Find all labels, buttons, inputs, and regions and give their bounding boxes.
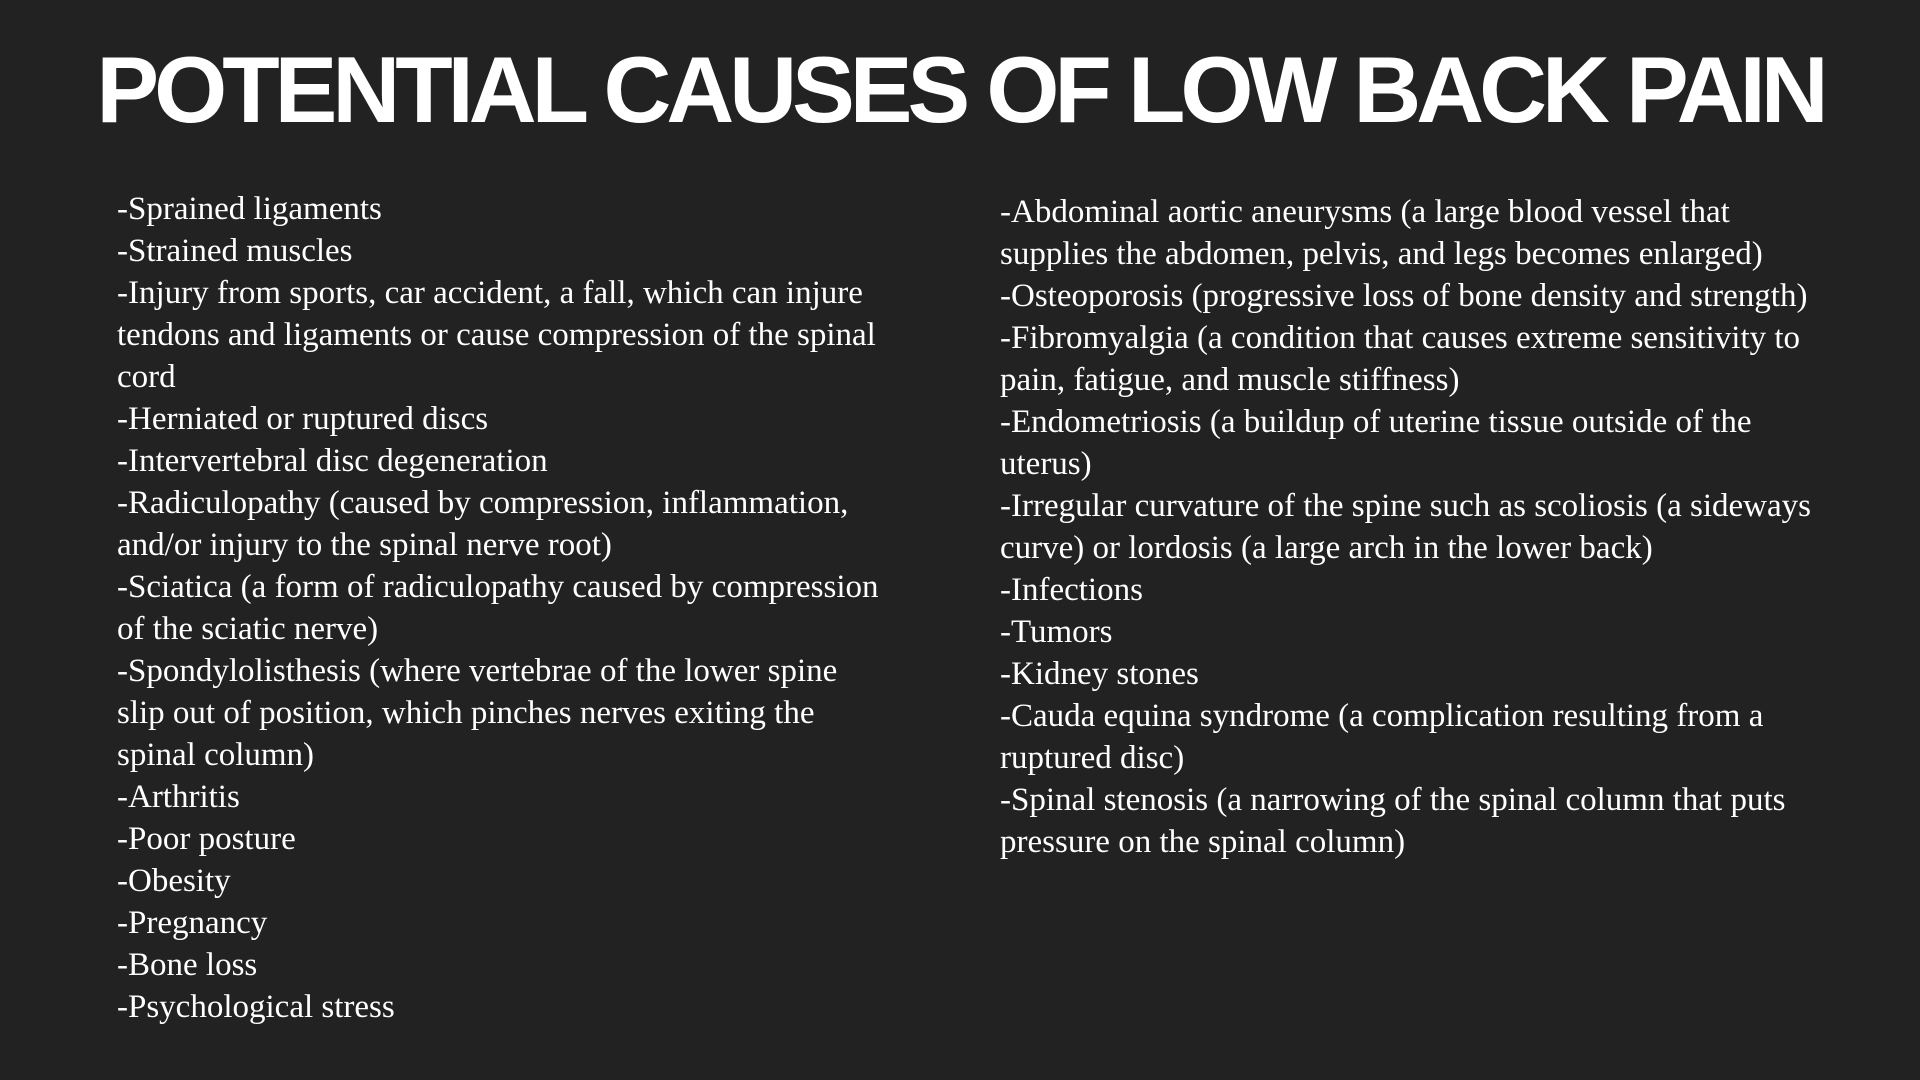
list-item: -Obesity bbox=[117, 863, 231, 899]
list-item: -Strained muscles bbox=[117, 233, 353, 269]
list-item: -Osteoporosis (progressive loss of bone density and strength) bbox=[1000, 278, 1808, 314]
list-item: -Sprained ligaments bbox=[117, 191, 382, 227]
list-item: -Radiculopathy (caused by compression, inflammation, and/or injury to the spinal nerve root) bbox=[117, 485, 849, 563]
list-item: -Infections bbox=[1000, 572, 1143, 608]
list-item: -Arthritis bbox=[117, 779, 240, 815]
list-item: -Spinal stenosis (a narrowing of the spinal column that puts pressure on the spinal column) bbox=[1000, 782, 1786, 860]
list-item: -Spondylolisthesis (where vertebrae of the lower spine slip out of position, which pinches nerves exiting the spinal column) bbox=[117, 653, 838, 773]
left-cause-list bbox=[117, 188, 887, 1028]
slide-title: POTENTIAL CAUSES OF LOW BACK PAIN bbox=[96, 37, 1824, 142]
list-item: -Intervertebral disc degeneration bbox=[117, 443, 548, 479]
right-cause-list bbox=[1000, 191, 1830, 863]
list-item: -Cauda equina syndrome (a complication resulting from a ruptured disc) bbox=[1000, 698, 1764, 776]
list-item: -Pregnancy bbox=[117, 905, 268, 941]
list-item: -Psychological stress bbox=[117, 989, 395, 1025]
list-item: -Injury from sports, car accident, a fall, which can injure tendons and ligaments or cause compression of the spinal cord bbox=[117, 275, 876, 395]
list-item: -Kidney stones bbox=[1000, 656, 1199, 692]
list-item: -Abdominal aortic aneurysms (a large blood vessel that supplies the abdomen, pelvis, and legs becomes enlarged) bbox=[1000, 194, 1763, 272]
list-item: -Irregular curvature of the spine such as scoliosis (a sideways curve) or lordosis (a large arch in the lower back) bbox=[1000, 488, 1811, 566]
list-item: -Sciatica (a form of radiculopathy caused by compression of the sciatic nerve) bbox=[117, 569, 879, 647]
list-item: -Herniated or ruptured discs bbox=[117, 401, 489, 437]
list-item: -Bone loss bbox=[117, 947, 258, 983]
list-item: -Tumors bbox=[1000, 614, 1113, 650]
list-item: -Endometriosis (a buildup of uterine tissue outside of the uterus) bbox=[1000, 404, 1752, 482]
list-item: -Poor posture bbox=[117, 821, 296, 857]
list-item: -Fibromyalgia (a condition that causes extreme sensitivity to pain, fatigue, and muscle stiffness) bbox=[1000, 320, 1801, 398]
